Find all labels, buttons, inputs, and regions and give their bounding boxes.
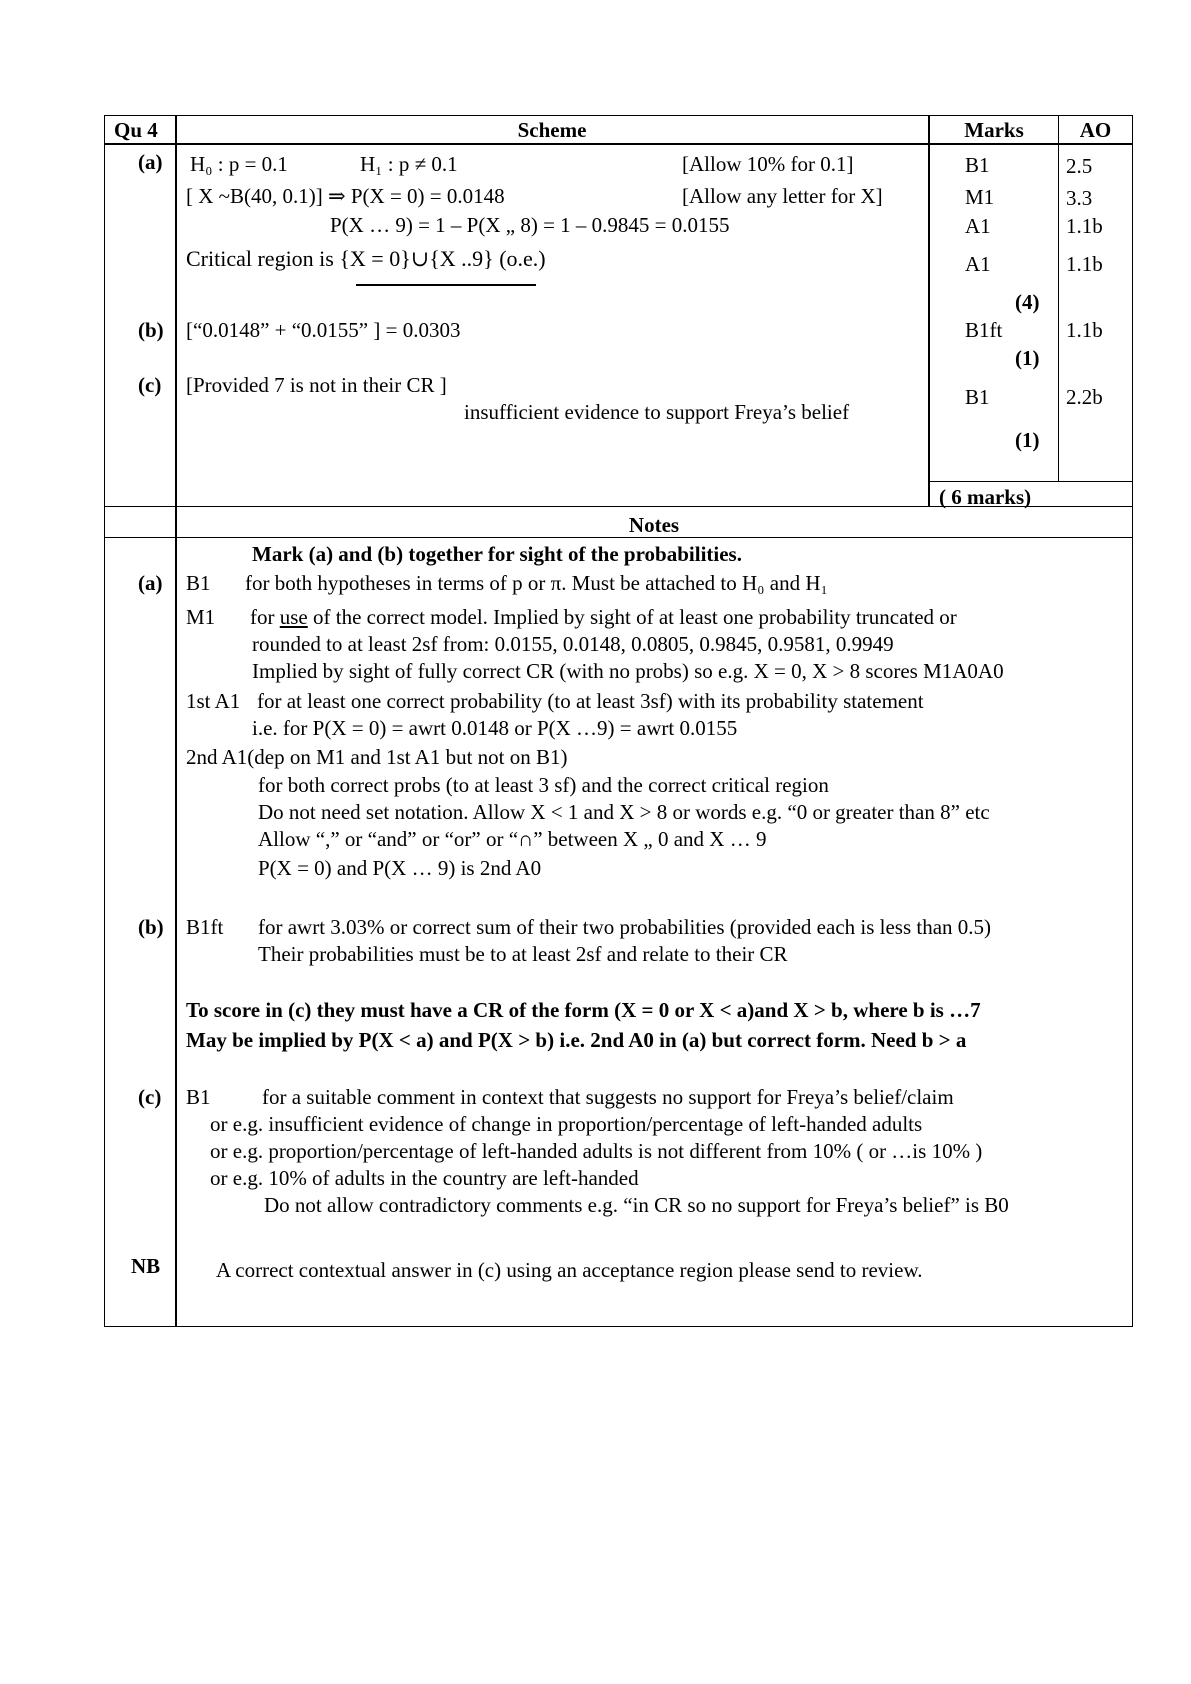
c-mark: B1 — [965, 385, 990, 409]
notes-intro: Mark (a) and (b) together for sight of the probabilities. — [252, 542, 742, 566]
header-qu: Qu 4 — [114, 118, 158, 142]
c-total: (1) — [1015, 428, 1040, 452]
note-m1-line1 — [250, 607, 957, 628]
note-bold-line2: May be implied by P(X < a) and P(X > b) i.e. 2nd A0 in (a) but correct form. Need b > a — [186, 1028, 967, 1052]
note-a2-line2: Do not need set notation. Allow X < 1 and X > 8 or words e.g. “0 or greater than 8” etc — [258, 800, 990, 824]
a-allow-letter: [Allow any letter for X] — [682, 184, 883, 208]
a-mark-a1-first: A1 — [965, 214, 991, 238]
table-header-rule — [104, 143, 1133, 145]
note-a2-code: 2nd A1(dep on M1 and 1st A1 but not on B1) — [186, 745, 568, 769]
notes-title: Notes — [628, 513, 680, 537]
note-a2-line3: Allow “,” or “and” or “or” or “∩” between X „ 0 and X … 9 — [258, 827, 767, 851]
a-critical-region: Critical region is {X = 0}∪{X ..9} (o.e.) — [186, 246, 546, 271]
grand-total: ( 6 marks) — [939, 485, 1032, 509]
notes-c-label: (c) — [138, 1085, 162, 1109]
a-total: (4) — [1015, 290, 1040, 314]
note-a1-line2: i.e. for P(X = 0) = awrt 0.0148 or P(X …9) = awrt 0.0155 — [252, 716, 738, 740]
qu-column-rule — [175, 115, 177, 1327]
a-ao-1: 2.5 — [1066, 154, 1093, 178]
note-m1-use: use — [279, 605, 308, 629]
note-bft-line2: Their probabilities must be to at least 2sf and relate to their CR — [258, 942, 788, 966]
note-c-line1: for a suitable comment in context that suggests no support for Freya’s belief/claim — [262, 1085, 954, 1109]
part-a-label: (a) — [138, 150, 163, 174]
a-h1: H₁ : p ≠ 0.1 — [360, 152, 458, 176]
table-border-top — [104, 115, 1133, 116]
note-a1-code: 1st A1 — [186, 689, 241, 713]
note-nb-text: A correct contextual answer in (c) using an acceptance region please send to review. — [216, 1258, 923, 1282]
table-border-bottom — [104, 1326, 1133, 1327]
note-c-line2: or e.g. insufficient evidence of change in proportion/percentage of left-handed adults — [210, 1112, 923, 1136]
note-bft-line1: for awrt 3.03% or correct sum of their two probabilities (provided each is less than 0.5) — [258, 915, 992, 939]
b-sum: [“0.0148” + “0.0155” ] = 0.0303 — [186, 318, 461, 342]
note-m1-code: M1 — [186, 605, 216, 629]
note-b1-text: for both hypotheses in terms of p or π. Must be attached to H₀ and H₁ — [245, 571, 828, 595]
c-conclusion: insufficient evidence to support Freya’s belief — [464, 400, 850, 424]
note-a2-line4: P(X = 0) and P(X … 9) is 2nd A0 — [258, 856, 542, 880]
note-bft-code: B1ft — [186, 915, 224, 939]
marks-column-rule — [928, 115, 930, 506]
header-scheme: Scheme — [517, 118, 587, 142]
note-a1-line1: for at least one correct probability (to at least 3sf) with its probability statement — [257, 689, 924, 713]
note-c-line4: or e.g. 10% of adults in the country are left-handed — [210, 1166, 639, 1190]
a-model: [ X ~B(40, 0.1)] ⇒ P(X = 0) = 0.0148 — [186, 184, 505, 208]
note-b1-code: B1 — [186, 571, 211, 595]
marks-total-rule — [929, 481, 1133, 482]
note-m1-post: of the correct model. Implied by sight of at least one probability truncated or — [307, 605, 957, 629]
a-prob-statement: P(X … 9) = 1 – P(X „ 8) = 1 – 0.9845 = 0.0155 — [330, 213, 730, 237]
notes-title-rule — [104, 537, 1133, 538]
a-mark-m1: M1 — [965, 185, 995, 209]
a-allow-10: [Allow 10% for 0.1] — [682, 152, 854, 176]
note-c-line5: Do not allow contradictory comments e.g. “in CR so no support for Freya’s belief” is B0 — [264, 1193, 1009, 1217]
notes-a-label: (a) — [138, 571, 163, 595]
b-ao: 1.1b — [1066, 318, 1103, 342]
notes-b-label: (b) — [138, 915, 164, 939]
note-bold-line1: To score in (c) they must have a CR of the form (X = 0 or X < a)and X > b, where b is …7 — [186, 998, 981, 1022]
notes-nb-label: NB — [131, 1254, 161, 1278]
b-total: (1) — [1015, 346, 1040, 370]
a-ao-3: 1.1b — [1066, 214, 1103, 238]
note-a2-line1: for both correct probs (to at least 3 sf) and the correct critical region — [258, 773, 829, 797]
a-ao-2: 3.3 — [1066, 186, 1093, 210]
cr-underline — [356, 284, 536, 286]
table-border-right — [1132, 115, 1133, 1327]
note-m1-line3: Implied by sight of fully correct CR (with no probs) so e.g. X = 0, X > 8 scores M1A0A0 — [252, 659, 1004, 683]
part-b-label: (b) — [138, 318, 164, 342]
note-c-line3: or e.g. proportion/percentage of left-handed adults is not different from 10% ( or …is 10% ) — [210, 1139, 983, 1163]
a-h0: H₀ : p = 0.1 — [190, 152, 288, 176]
note-c-code: B1 — [186, 1085, 211, 1109]
a-ao-4: 1.1b — [1066, 252, 1103, 276]
part-c-label: (c) — [138, 373, 162, 397]
table-border-left — [104, 115, 105, 1327]
a-mark-b1: B1 — [965, 153, 990, 177]
b-mark: B1ft — [965, 318, 1003, 342]
c-provided: [Provided 7 is not in their CR ] — [186, 373, 447, 397]
note-m1-line2: rounded to at least 2sf from: 0.0155, 0.0148, 0.0805, 0.9845, 0.9581, 0.9949 — [252, 632, 894, 656]
header-marks: Marks — [964, 118, 1024, 142]
header-ao: AO — [1079, 118, 1112, 142]
c-ao: 2.2b — [1066, 385, 1103, 409]
ao-column-rule — [1058, 115, 1059, 481]
a-mark-a1-second: A1 — [965, 252, 991, 276]
note-m1-pre: for — [250, 605, 280, 629]
